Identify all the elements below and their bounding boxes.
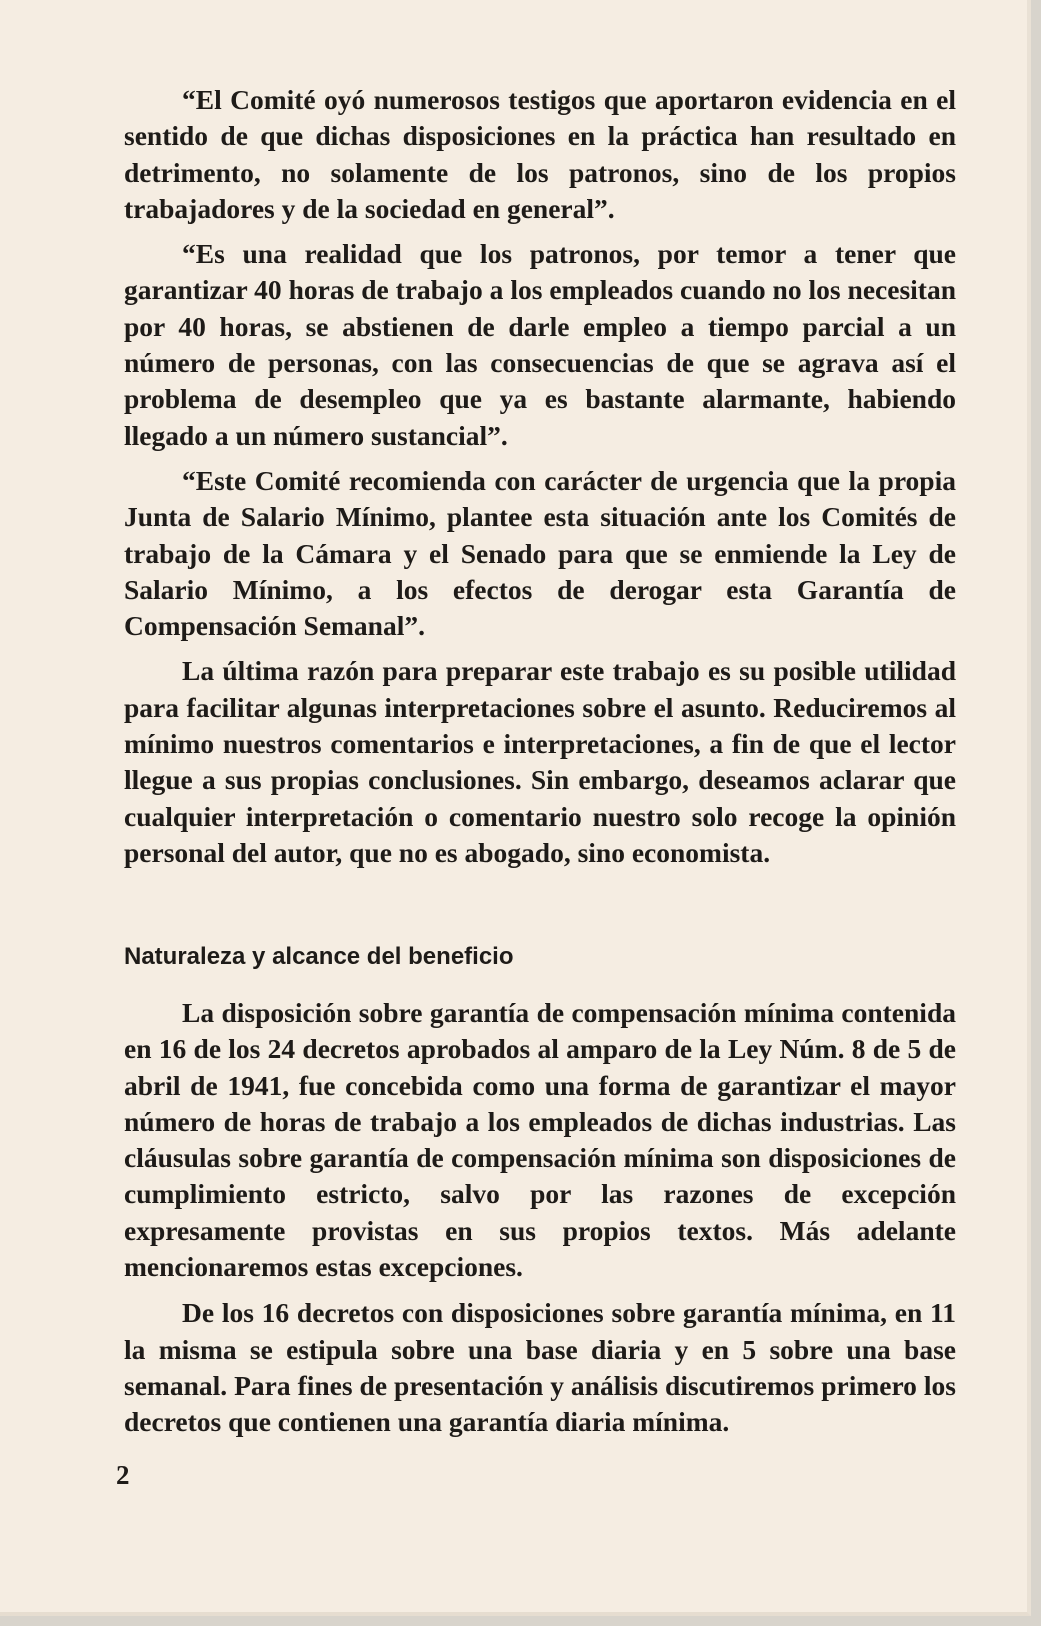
- section-paragraph-2: De los 16 decretos con disposiciones sobre garantía mínima, en 11 la misma se estipula sobre una base diaria y en 5 sobre una base semanal. Para fines de presentación y análisis discutiremos primero los decretos que contienen una garantía diaria mínima.: [124, 1297, 956, 1438]
- quote-paragraph-3: “Este Comité recomienda con carácter de urgencia que la propia Junta de Salario Mínimo, plantee esta situación ante los Comités de trabajo de la Cámara y el Senado para que se enmiende la Ley de Salario Mínimo, a los efectos de derogar esta Garantía de Compensación Semanal”.: [124, 464, 956, 642]
- quote-paragraph-2: “Es una realidad que los patronos, por temor a tener que garantizar 40 horas de trabajo a los empleados cuando no los necesitan por 40 horas, se abstienen de darle empleo a tiempo parcial a un número de personas, con las consecuencias de que se agrava así el problema de desempleo que ya es bastante alarmante, habiendo llegado a un número sustancial”.: [124, 238, 956, 451]
- section-paragraph-1: La disposición sobre garantía de compensación mínima contenida en 16 de los 24 decretos aprobados al amparo de la Ley Núm. 8 de 5 de abril de 1941, fue concebida como una forma de garantizar el mayor número de horas de trabajo a los empleados de dichas industrias. Las cláusulas sobre garantía de compensación mínima son disposiciones de cumplimiento estricto, salvo por las razones de excepción expresamente provistas en sus propios textos. Más adelante mencionaremos estas excepciones.: [124, 997, 956, 1283]
- section-text-block: [124, 995, 956, 1441]
- intro-text-block: [124, 82, 956, 871]
- paragraph-last-reason: La última razón para preparar este trabajo es su posible utilidad para facilitar algunas interpretaciones sobre el asunto. Reduciremos al mínimo nuestros comentarios e interpretaciones, a fin de que el lector llegue a sus propias conclusiones. Sin embargo, deseamos aclarar que cualquier interpretación o comentario nuestro solo recoge la opinión personal del autor, que no es abogado, sino economista.: [124, 655, 956, 868]
- quote-paragraph-1: “El Comité oyó numerosos testigos que aportaron evidencia en el sentido de que dichas disposiciones en la práctica han resultado en detrimento, no solamente de los patronos, sino de los propios trabajadores y de la sociedad en general”.: [124, 84, 956, 224]
- section-heading: Naturaleza y alcance del beneficio: [124, 943, 514, 970]
- page-number: 2: [116, 1460, 130, 1490]
